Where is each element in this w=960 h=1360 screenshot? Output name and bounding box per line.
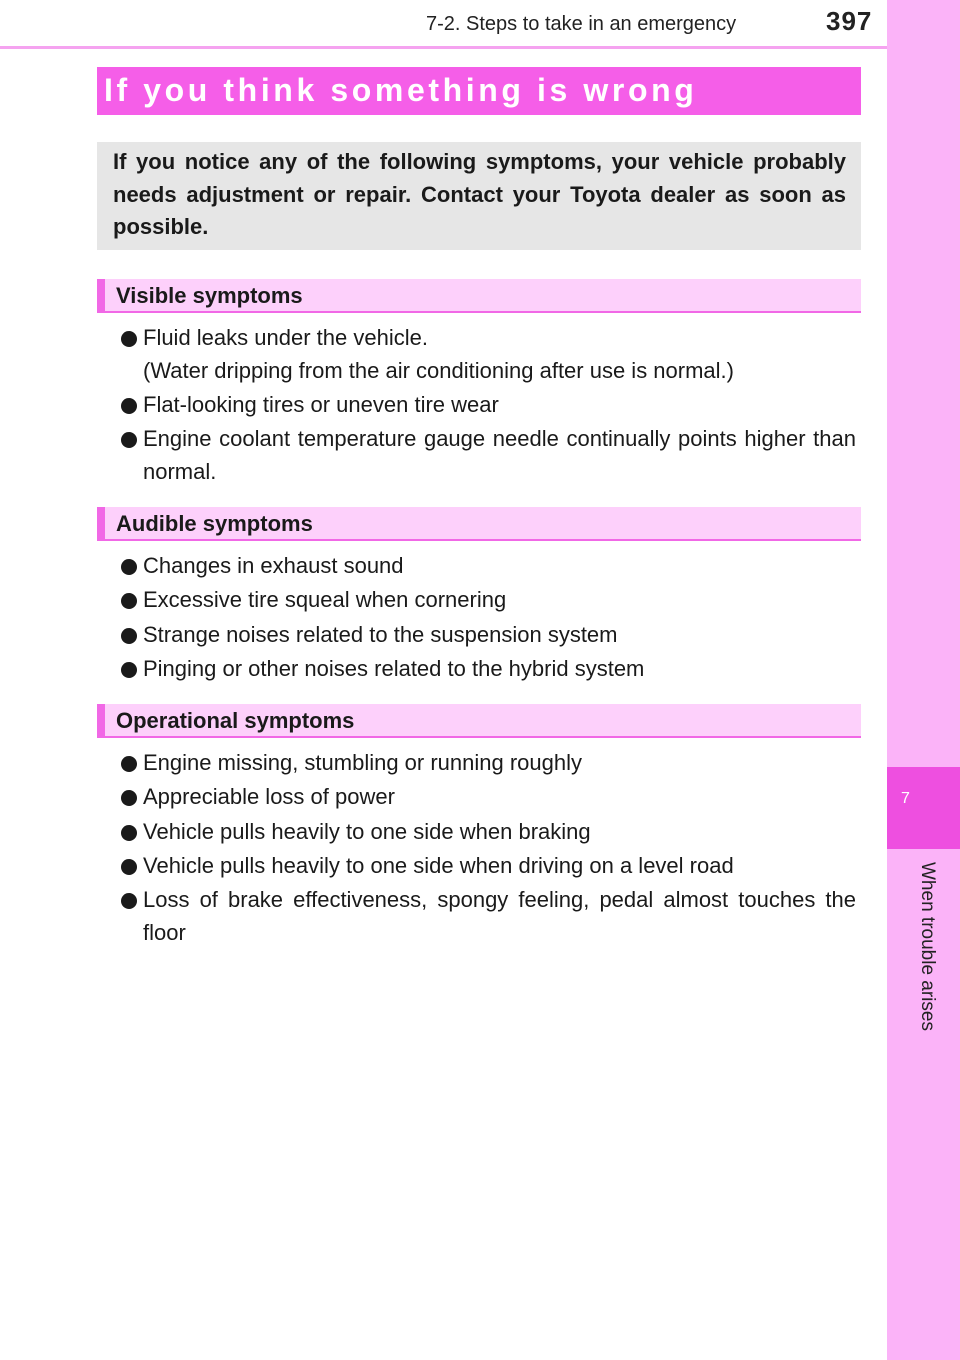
section-header-visible (97, 279, 861, 313)
list-item: Vehicle pulls heavily to one side when driving on a level road (121, 850, 856, 883)
list-item: Vehicle pulls heavily to one side when braking (121, 816, 856, 849)
bullet-icon (121, 628, 137, 644)
page-number: 397 (826, 6, 873, 36)
bullet-icon (121, 432, 137, 448)
chapter-title: When trouble arises (917, 862, 938, 1031)
intro-text: If you notice any of the following symptoms, your vehicle probably needs adjustment or repair. Contact your Toyota dealer as soon as possible. (113, 149, 846, 239)
list-item: Engine missing, stumbling or running roughly (121, 747, 856, 780)
chapter-number-block (887, 767, 960, 849)
list-item: Excessive tire squeal when cornering (121, 584, 856, 617)
bullet-icon (121, 859, 137, 875)
operational-symptoms-list (121, 747, 856, 951)
running-header-section: 7-2. Steps to take in an emergency (426, 13, 737, 35)
section-header-operational (97, 704, 861, 738)
visible-symptoms-list (121, 322, 856, 490)
bullet-icon (121, 593, 137, 609)
bullet-icon (121, 331, 137, 347)
section-header-audible (97, 507, 861, 541)
chapter-number: 7 (901, 790, 910, 807)
bullet-icon (121, 398, 137, 414)
list-item: Fluid leaks under the vehicle. (Water dripping from the air conditioning after use is normal.) (121, 322, 856, 387)
page-title: If you think something is wrong (104, 72, 698, 108)
list-item: Appreciable loss of power (121, 781, 856, 814)
section-title: Audible symptoms (116, 511, 313, 536)
list-item: Pinging or other noises related to the hybrid system (121, 653, 856, 686)
list-item: Loss of brake effectiveness, spongy feeling, pedal almost touches the floor (121, 884, 856, 949)
section-title: Visible symptoms (116, 283, 303, 308)
audible-symptoms-list (121, 550, 856, 687)
bullet-icon (121, 790, 137, 806)
bullet-icon (121, 825, 137, 841)
list-item: Flat-looking tires or uneven tire wear (121, 389, 856, 422)
bullet-icon (121, 559, 137, 575)
list-item: Engine coolant temperature gauge needle continually points higher than normal. (121, 423, 856, 488)
bullet-icon (121, 756, 137, 772)
list-item: Strange noises related to the suspension system (121, 619, 856, 652)
header-divider (0, 46, 888, 49)
bullet-icon (121, 662, 137, 678)
chapter-side-tab (887, 0, 960, 1360)
section-title: Operational symptoms (116, 708, 355, 733)
list-item: Changes in exhaust sound (121, 550, 856, 583)
bullet-icon (121, 893, 137, 909)
